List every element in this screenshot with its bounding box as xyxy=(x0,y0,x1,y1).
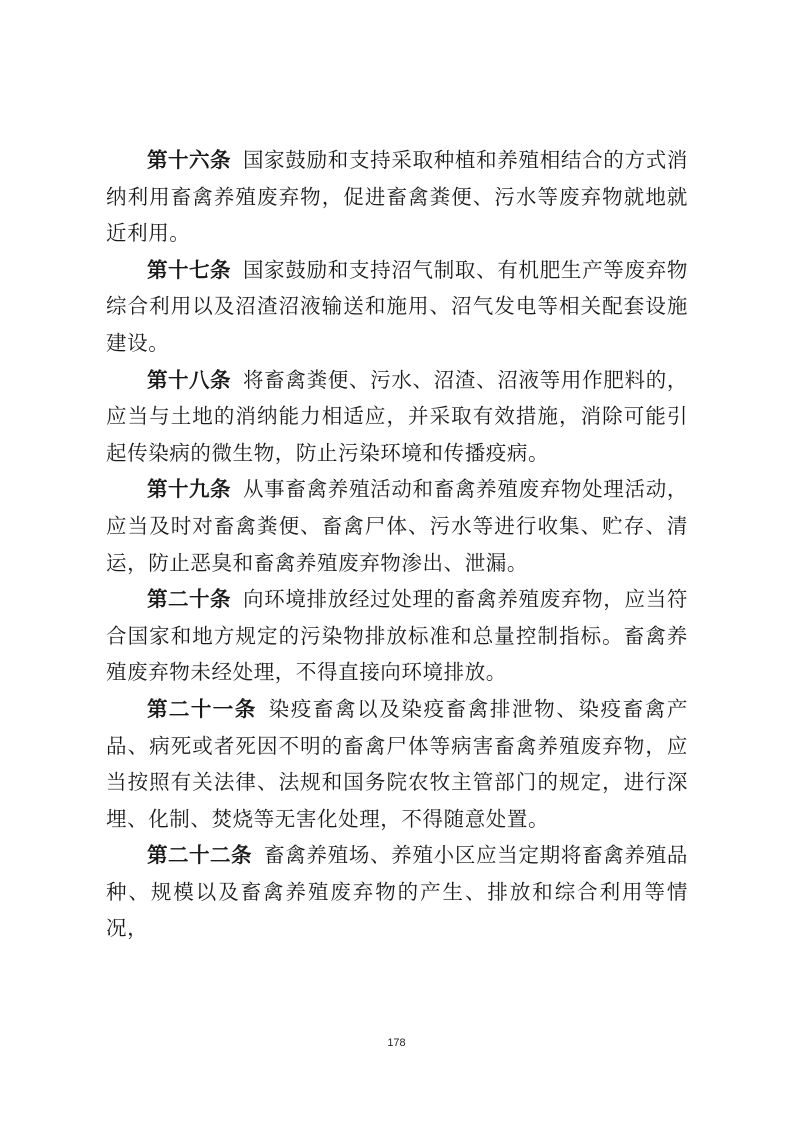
article-21 xyxy=(106,691,688,837)
article-text: 从事畜禽养殖活动和畜禽养殖废弃物处理活动，应当及时对畜禽粪便、畜禽尸体、污水等进行收集、贮存、清运，防止恶臭和畜禽养殖废弃物渗出、泄漏。 xyxy=(106,477,688,575)
article-19 xyxy=(106,471,688,581)
article-22 xyxy=(106,837,688,947)
page-number: 178 xyxy=(387,1037,406,1049)
article-text: 向环境排放经过处理的畜禽养殖废弃物，应当符合国家和地方规定的污染物排放标准和总量控制指标。畜禽养殖废弃物未经处理，不得直接向环境排放。 xyxy=(106,587,688,685)
article-20 xyxy=(106,581,688,691)
article-text: 国家鼓励和支持沼气制取、有机肥生产等废弃物综合利用以及沼渣沼液输送和施用、沼气发电等相关配套设施建设。 xyxy=(106,257,688,355)
article-text: 畜禽养殖场、养殖小区应当定期将畜禽养殖品种、规模以及畜禽养殖废弃物的产生、排放和综合利用等情况， xyxy=(106,843,689,941)
article-17 xyxy=(106,252,688,362)
article-number: 第二十二条 xyxy=(147,843,253,868)
article-number: 第二十条 xyxy=(147,587,231,612)
article-number: 第十九条 xyxy=(147,477,231,502)
article-18 xyxy=(106,362,688,472)
article-text: 染疫畜禽以及染疫畜禽排泄物、染疫畜禽产品、病死或者死因不明的畜禽尸体等病害畜禽养殖废弃物，应当按照有关法律、法规和国务院农牧主管部门的规定，进行深埋、化制、焚烧等无害化处理，不得随意处置。 xyxy=(106,696,689,831)
article-number: 第十七条 xyxy=(147,257,231,282)
article-number: 第十六条 xyxy=(147,148,231,172)
article-text: 国家鼓励和支持采取种植和养殖相结合的方式消纳利用畜禽养殖废弃物，促进畜禽粪便、污水等废弃物就地就近利用。 xyxy=(106,148,688,246)
document-body xyxy=(106,142,688,947)
article-number: 第二十一条 xyxy=(147,696,257,721)
article-number: 第十八条 xyxy=(147,367,231,392)
article-text: 将畜禽粪便、污水、沼渣、沼液等用作肥料的，应当与土地的消纳能力相适应，并采取有效措施，消除可能引起传染病的微生物，防止污染环境和传播疫病。 xyxy=(106,367,688,465)
article-16 xyxy=(106,142,688,252)
